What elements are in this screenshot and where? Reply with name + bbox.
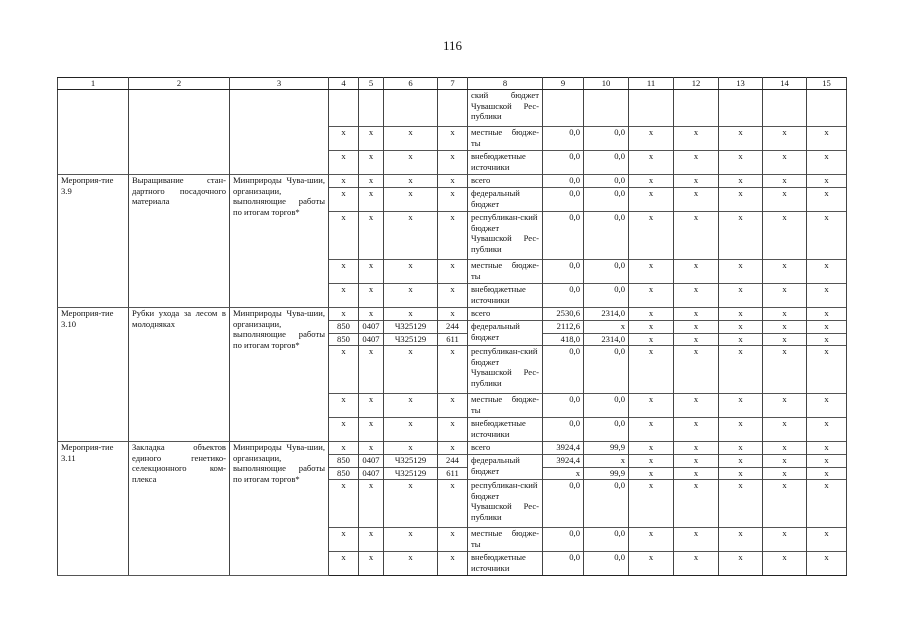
cell-col4: x — [329, 308, 359, 321]
cell-col9: x — [543, 468, 584, 480]
cell-col6: x — [384, 346, 438, 394]
column-number: 9 — [543, 78, 584, 90]
cell-col9: 0,0 — [543, 346, 584, 394]
column-number: 6 — [384, 78, 438, 90]
cell-col13: x — [719, 321, 763, 334]
cell-col13: x — [719, 346, 763, 394]
cell-col4: x — [329, 212, 359, 260]
cell-col4: x — [329, 480, 359, 528]
cell-col8: местные бюдже-ты — [468, 394, 543, 418]
cell-col9 — [543, 90, 584, 127]
cell-col14: x — [763, 284, 807, 308]
cell-col9: 0,0 — [543, 212, 584, 260]
cell-col9: 418,0 — [543, 334, 584, 346]
cell-col9: 0,0 — [543, 260, 584, 284]
cell-col6: x — [384, 127, 438, 151]
cell-col12: x — [674, 212, 719, 260]
cell-col10: 0,0 — [584, 151, 629, 175]
cell-col4: 850 — [329, 334, 359, 346]
cell-col7 — [438, 90, 468, 127]
column-number: 7 — [438, 78, 468, 90]
cell-col14: x — [763, 552, 807, 576]
cell-col2 — [129, 90, 230, 175]
cell-col8: всего — [468, 308, 543, 321]
cell-col14: x — [763, 151, 807, 175]
cell-col8: внебюджетные источники — [468, 284, 543, 308]
budget-table — [57, 77, 847, 576]
cell-col10: 0,0 — [584, 175, 629, 188]
cell-col12: x — [674, 127, 719, 151]
cell-col13: x — [719, 552, 763, 576]
cell-col5: x — [359, 284, 384, 308]
cell-col6: x — [384, 175, 438, 188]
cell-col15: x — [807, 188, 847, 212]
cell-col11: x — [629, 175, 674, 188]
cell-col9: 0,0 — [543, 394, 584, 418]
cell-col15: x — [807, 334, 847, 346]
cell-col12: x — [674, 260, 719, 284]
cell-col5: x — [359, 480, 384, 528]
cell-col6: x — [384, 480, 438, 528]
cell-col6: x — [384, 284, 438, 308]
cell-col10: 99,9 — [584, 468, 629, 480]
cell-col4: x — [329, 175, 359, 188]
cell-col10: 0,0 — [584, 284, 629, 308]
cell-col13: x — [719, 455, 763, 468]
cell-col6: Ч325129 — [384, 334, 438, 346]
cell-col9: 0,0 — [543, 552, 584, 576]
cell-col13: x — [719, 418, 763, 442]
cell-col7: x — [438, 552, 468, 576]
cell-col6: Ч325129 — [384, 468, 438, 480]
cell-col5: x — [359, 418, 384, 442]
cell-col12: x — [674, 468, 719, 480]
cell-col15 — [807, 90, 847, 127]
cell-col7: 611 — [438, 334, 468, 346]
cell-col12: x — [674, 175, 719, 188]
cell-col9: 2530,6 — [543, 308, 584, 321]
cell-col11: x — [629, 480, 674, 528]
cell-col14: x — [763, 321, 807, 334]
cell-col12: x — [674, 334, 719, 346]
cell-col10: 0,0 — [584, 260, 629, 284]
cell-col12: x — [674, 442, 719, 455]
cell-col4: 850 — [329, 468, 359, 480]
cell-col11: x — [629, 260, 674, 284]
cell-col15: x — [807, 151, 847, 175]
cell-col14: x — [763, 188, 807, 212]
cell-col5 — [359, 90, 384, 127]
column-number: 5 — [359, 78, 384, 90]
cell-col4: x — [329, 394, 359, 418]
measure-description: Рубки ухода за лесом в молодняках — [129, 308, 230, 442]
cell-col10: 0,0 — [584, 346, 629, 394]
cell-col4: 850 — [329, 455, 359, 468]
cell-col13 — [719, 90, 763, 127]
cell-col14: x — [763, 394, 807, 418]
cell-col7: x — [438, 127, 468, 151]
cell-col11: x — [629, 552, 674, 576]
cell-col13: x — [719, 334, 763, 346]
cell-col15: x — [807, 480, 847, 528]
cell-col10: 2314,0 — [584, 308, 629, 321]
table-row — [58, 90, 847, 127]
cell-col12: x — [674, 455, 719, 468]
cell-col8: республикан-ский бюджет Чувашской Рес-публики — [468, 480, 543, 528]
cell-col12: x — [674, 151, 719, 175]
cell-col14: x — [763, 334, 807, 346]
cell-col5: x — [359, 552, 384, 576]
cell-col6: x — [384, 212, 438, 260]
cell-col12: x — [674, 346, 719, 394]
cell-col6: x — [384, 442, 438, 455]
cell-col12: x — [674, 188, 719, 212]
cell-col11: x — [629, 284, 674, 308]
cell-col6: x — [384, 260, 438, 284]
cell-col7: x — [438, 260, 468, 284]
cell-col12: x — [674, 308, 719, 321]
cell-col8: всего — [468, 175, 543, 188]
measure-name: Мероприя-тие 3.9 — [58, 175, 129, 308]
page-number: 116 — [442, 38, 463, 53]
cell-col5: 0407 — [359, 468, 384, 480]
cell-col8: внебюджетные источники — [468, 151, 543, 175]
cell-col4: x — [329, 528, 359, 552]
cell-col6: x — [384, 528, 438, 552]
cell-col10: 0,0 — [584, 188, 629, 212]
cell-col11: x — [629, 468, 674, 480]
cell-col13: x — [719, 127, 763, 151]
cell-col11: x — [629, 188, 674, 212]
cell-col11: x — [629, 455, 674, 468]
cell-col10: 0,0 — [584, 127, 629, 151]
measure-name: Мероприя-тие 3.10 — [58, 308, 129, 442]
measure-executor: Минприроды Чува-шии, организации, выполняющие работы по итогам торгов* — [230, 175, 329, 308]
cell-col5: x — [359, 127, 384, 151]
cell-col5: 0407 — [359, 334, 384, 346]
cell-col8: местные бюдже-ты — [468, 127, 543, 151]
cell-col15: x — [807, 346, 847, 394]
cell-col9: 3924,4 — [543, 455, 584, 468]
cell-col4: x — [329, 260, 359, 284]
cell-col6: x — [384, 418, 438, 442]
cell-col14: x — [763, 212, 807, 260]
cell-col7: x — [438, 284, 468, 308]
cell-col4: x — [329, 127, 359, 151]
measure-name: Мероприя-тие 3.11 — [58, 442, 129, 576]
cell-col14: x — [763, 175, 807, 188]
cell-col11 — [629, 90, 674, 127]
cell-col8: республикан-ский бюджет Чувашской Рес-публики — [468, 212, 543, 260]
cell-col6: x — [384, 188, 438, 212]
cell-col14 — [763, 90, 807, 127]
cell-col6 — [384, 90, 438, 127]
cell-col8: внебюджетные источники — [468, 552, 543, 576]
cell-col4 — [329, 90, 359, 127]
cell-col14: x — [763, 480, 807, 528]
cell-col14: x — [763, 442, 807, 455]
table-row — [58, 175, 847, 188]
cell-col10: 0,0 — [584, 418, 629, 442]
cell-col14: x — [763, 127, 807, 151]
cell-col7: x — [438, 442, 468, 455]
cell-col5: 0407 — [359, 321, 384, 334]
cell-col15: x — [807, 284, 847, 308]
cell-col8: всего — [468, 442, 543, 455]
cell-col15: x — [807, 260, 847, 284]
column-number: 8 — [468, 78, 543, 90]
cell-col12: x — [674, 321, 719, 334]
cell-col5: x — [359, 212, 384, 260]
cell-col9: 0,0 — [543, 151, 584, 175]
cell-col15: x — [807, 418, 847, 442]
cell-col9: 0,0 — [543, 188, 584, 212]
cell-col11: x — [629, 528, 674, 552]
cell-col15: x — [807, 455, 847, 468]
cell-col4: x — [329, 442, 359, 455]
cell-col9: 0,0 — [543, 284, 584, 308]
cell-col8: местные бюдже-ты — [468, 260, 543, 284]
measure-executor: Минприроды Чува-шии, организации, выполняющие работы по итогам торгов* — [230, 442, 329, 576]
cell-col5: x — [359, 260, 384, 284]
cell-col9: 0,0 — [543, 418, 584, 442]
cell-col13: x — [719, 394, 763, 418]
cell-col11: x — [629, 127, 674, 151]
cell-col13: x — [719, 151, 763, 175]
cell-col15: x — [807, 552, 847, 576]
cell-col10 — [584, 90, 629, 127]
cell-col7: x — [438, 346, 468, 394]
cell-col15: x — [807, 394, 847, 418]
cell-col12: x — [674, 528, 719, 552]
cell-col11: x — [629, 334, 674, 346]
cell-col5: x — [359, 528, 384, 552]
cell-col11: x — [629, 151, 674, 175]
cell-col14: x — [763, 346, 807, 394]
cell-col5: x — [359, 346, 384, 394]
cell-col8: федеральный бюджет — [468, 321, 543, 346]
cell-col6: Ч325129 — [384, 455, 438, 468]
cell-col12: x — [674, 552, 719, 576]
cell-col4: x — [329, 346, 359, 394]
cell-col4: x — [329, 151, 359, 175]
cell-col4: x — [329, 418, 359, 442]
cell-col14: x — [763, 260, 807, 284]
cell-col7: x — [438, 394, 468, 418]
cell-col14: x — [763, 308, 807, 321]
measure-description: Закладка объектов единого генетико-селекционного ком-плекса — [129, 442, 230, 576]
column-number: 15 — [807, 78, 847, 90]
cell-col13: x — [719, 284, 763, 308]
cell-col4: x — [329, 552, 359, 576]
cell-col5: x — [359, 394, 384, 418]
cell-col5: x — [359, 442, 384, 455]
cell-col9: 2112,6 — [543, 321, 584, 334]
cell-col9: 0,0 — [543, 480, 584, 528]
cell-col9: 3924,4 — [543, 442, 584, 455]
cell-col15: x — [807, 212, 847, 260]
cell-col12: x — [674, 480, 719, 528]
cell-col8: федеральный бюджет — [468, 188, 543, 212]
cell-col5: x — [359, 308, 384, 321]
cell-col13: x — [719, 260, 763, 284]
column-number: 11 — [629, 78, 674, 90]
cell-col10: 0,0 — [584, 552, 629, 576]
cell-col7: x — [438, 212, 468, 260]
column-number: 4 — [329, 78, 359, 90]
cell-col15: x — [807, 468, 847, 480]
cell-col15: x — [807, 308, 847, 321]
cell-col7: 611 — [438, 468, 468, 480]
cell-col12: x — [674, 418, 719, 442]
cell-col5: x — [359, 175, 384, 188]
column-number: 10 — [584, 78, 629, 90]
cell-col10: 0,0 — [584, 394, 629, 418]
cell-col11: x — [629, 442, 674, 455]
cell-col8: ский бюджет Чувашской Рес-публики — [468, 90, 543, 127]
cell-col10: 0,0 — [584, 528, 629, 552]
cell-col11: x — [629, 321, 674, 334]
cell-col13: x — [719, 212, 763, 260]
cell-col14: x — [763, 455, 807, 468]
column-number-row — [58, 78, 847, 90]
cell-col10: 2314,0 — [584, 334, 629, 346]
table-row — [58, 442, 847, 455]
cell-col10: x — [584, 455, 629, 468]
cell-col6: x — [384, 151, 438, 175]
cell-col6: x — [384, 308, 438, 321]
cell-col14: x — [763, 418, 807, 442]
cell-col12 — [674, 90, 719, 127]
cell-col4: 850 — [329, 321, 359, 334]
cell-col13: x — [719, 175, 763, 188]
cell-col8: федеральный бюджет — [468, 455, 543, 480]
column-number: 2 — [129, 78, 230, 90]
cell-col4: x — [329, 188, 359, 212]
cell-col15: x — [807, 528, 847, 552]
cell-col9: 0,0 — [543, 175, 584, 188]
cell-col10: 99,9 — [584, 442, 629, 455]
cell-col7: x — [438, 188, 468, 212]
cell-col8: внебюджетные источники — [468, 418, 543, 442]
cell-col3 — [230, 90, 329, 175]
cell-col7: 244 — [438, 455, 468, 468]
cell-col15: x — [807, 442, 847, 455]
cell-col7: x — [438, 418, 468, 442]
cell-col1 — [58, 90, 129, 175]
cell-col13: x — [719, 188, 763, 212]
measure-executor: Минприроды Чува-шии, организации, выполняющие работы по итогам торгов* — [230, 308, 329, 442]
cell-col11: x — [629, 346, 674, 394]
cell-col13: x — [719, 480, 763, 528]
table-row — [58, 308, 847, 321]
measure-description: Выращивание стан-дартного посадочного материала — [129, 175, 230, 308]
cell-col7: x — [438, 528, 468, 552]
column-number: 1 — [58, 78, 129, 90]
cell-col7: x — [438, 480, 468, 528]
cell-col10: x — [584, 321, 629, 334]
cell-col5: x — [359, 188, 384, 212]
cell-col4: x — [329, 284, 359, 308]
cell-col6: x — [384, 394, 438, 418]
cell-col7: x — [438, 151, 468, 175]
column-number: 13 — [719, 78, 763, 90]
cell-col8: местные бюдже-ты — [468, 528, 543, 552]
cell-col7: x — [438, 175, 468, 188]
cell-col13: x — [719, 468, 763, 480]
cell-col14: x — [763, 468, 807, 480]
cell-col13: x — [719, 528, 763, 552]
cell-col9: 0,0 — [543, 528, 584, 552]
cell-col7: x — [438, 308, 468, 321]
cell-col13: x — [719, 308, 763, 321]
cell-col11: x — [629, 212, 674, 260]
cell-col11: x — [629, 418, 674, 442]
cell-col15: x — [807, 321, 847, 334]
cell-col13: x — [719, 442, 763, 455]
cell-col12: x — [674, 284, 719, 308]
cell-col9: 0,0 — [543, 127, 584, 151]
cell-col15: x — [807, 127, 847, 151]
cell-col6: x — [384, 552, 438, 576]
cell-col5: 0407 — [359, 455, 384, 468]
cell-col12: x — [674, 394, 719, 418]
cell-col14: x — [763, 528, 807, 552]
column-number: 12 — [674, 78, 719, 90]
cell-col7: 244 — [438, 321, 468, 334]
cell-col8: республикан-ский бюджет Чувашской Рес-публики — [468, 346, 543, 394]
cell-col5: x — [359, 151, 384, 175]
cell-col15: x — [807, 175, 847, 188]
column-number: 14 — [763, 78, 807, 90]
cell-col11: x — [629, 308, 674, 321]
cell-col6: Ч325129 — [384, 321, 438, 334]
cell-col11: x — [629, 394, 674, 418]
cell-col10: 0,0 — [584, 212, 629, 260]
cell-col10: 0,0 — [584, 480, 629, 528]
column-number: 3 — [230, 78, 329, 90]
